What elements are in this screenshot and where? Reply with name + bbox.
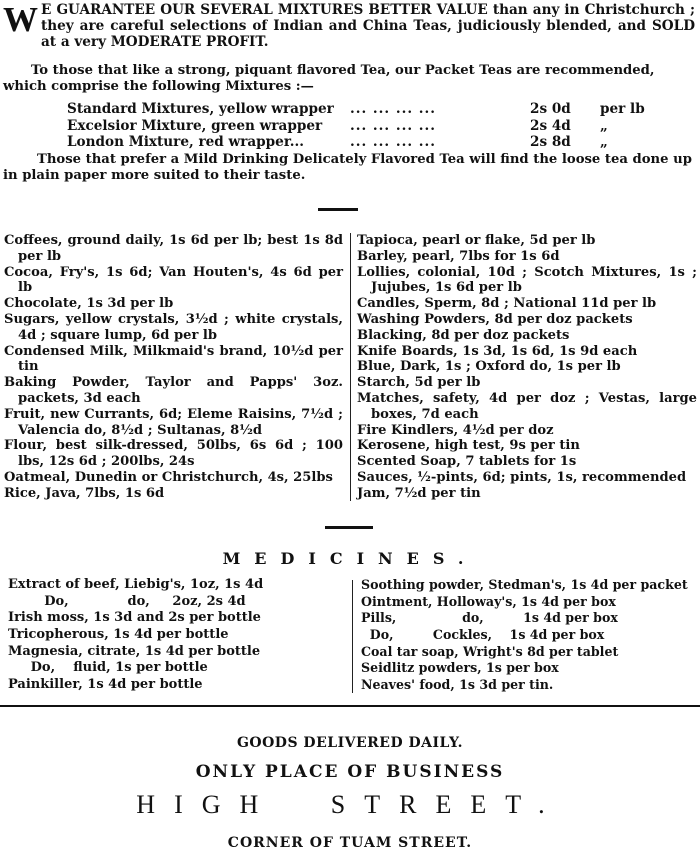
mixture-price: 2s 8d: [530, 134, 571, 150]
grocery-item: Candles, Sperm, 8d ; National 11d per lb: [357, 296, 657, 312]
section-rule: [318, 208, 358, 211]
medicine-item: Ointment, Holloway's, 1s 4d per box: [361, 593, 616, 609]
medicine-item: Pills, do, 1s 4d per box: [361, 610, 618, 626]
leader-dots: ... ... ... ...: [350, 134, 436, 150]
grocery-item: Washing Powders, 8d per doz packets: [357, 311, 633, 327]
grocery-item: Fire Kindlers, 4½d per doz: [357, 422, 554, 438]
mixture-name: London Mixture, red wrapper...: [67, 134, 304, 150]
grocery-item: Barley, pearl, 7lbs for 1s 6d: [357, 248, 560, 264]
grocery-item: Tapioca, pearl or flake, 5d per lb: [357, 233, 596, 248]
mixture-unit: per lb: [600, 101, 645, 117]
mixture-name: Standard Mixtures, yellow wrapper: [67, 101, 334, 117]
grocery-item: Rice, Java, 7lbs, 1s 6d: [4, 485, 165, 501]
grocery-item: Starch, 5d per lb: [357, 375, 481, 391]
grocery-item: Jam, 7½d per tin: [357, 485, 481, 501]
medicine-item: Neaves' food, 1s 3d per tin.: [361, 677, 554, 693]
section-rule: [325, 526, 373, 529]
medicine-item: Painkiller, 1s 4d per bottle: [8, 677, 203, 693]
grocery-item: Matches, safety, 4d per doz ; Vestas, large boxes, 7d each: [357, 390, 697, 422]
grocery-item: Blue, Dark, 1s ; Oxford do, 1s per lb: [357, 359, 621, 375]
medicines-right-column: [361, 577, 697, 694]
high-street-line: HIGH STREET.: [136, 790, 564, 819]
grocery-item: Blacking, 8d per doz packets: [357, 327, 570, 343]
mixture-row: [67, 135, 695, 152]
goods-delivered-line: GOODS DELIVERED DAILY.: [236, 735, 464, 751]
medicines-heading: MEDICINES.: [222, 549, 478, 568]
grocery-left-column: [4, 233, 343, 502]
packet-teas-paragraph: To those that like a strong, piquant flavored Tea, our Packet Teas are recommended, which comprise the following Mixtures :—: [3, 63, 655, 94]
mixtures-list: [67, 102, 695, 152]
guarantee-text: E GUARANTEE OUR SEVERAL MIXTURES BETTER VALUE than any in Christchurch ; they are careful selections of Indian and China Teas, judiciously blended, and SOLD at a very MODERATE PROFIT.: [41, 2, 695, 50]
medicine-item: Do, fluid, 1s per bottle: [8, 660, 208, 676]
mixture-unit: „: [600, 134, 608, 150]
medicine-item: Do, do, 2oz, 2s 4d: [8, 593, 246, 609]
leader-dots: ... ... ... ...: [350, 101, 436, 117]
grocery-item: Oatmeal, Dunedin or Christchurch, 4s, 25lbs: [4, 469, 333, 485]
medicine-item: Magnesia, citrate, 1s 4d per bottle: [8, 643, 261, 659]
guarantee-paragraph: [3, 2, 695, 50]
grocery-item: Kerosene, high test, 9s per tin: [357, 438, 580, 454]
mixture-name: Excelsior Mixture, green wrapper: [67, 117, 323, 134]
mixture-row: [67, 119, 695, 136]
medicine-item: Do, Cockles, 1s 4d per box: [361, 627, 605, 643]
grocery-item: Flour, best silk-dressed, 50lbs, 6s 6d ; 100 lbs, 12s 6d ; 200lbs, 24s: [4, 438, 343, 470]
grocery-item: Fruit, new Currants, 6d; Eleme Raisins, 7½d ; Valencia do, 8½d ; Sultanas, 8½d: [4, 406, 343, 438]
grocery-right-column: [357, 233, 697, 502]
grocery-item: Chocolate, 1s 3d per lb: [4, 296, 174, 312]
column-divider: [350, 233, 351, 501]
grocery-item: Lollies, colonial, 10d ; Scotch Mixtures, 1s ; Jujubes, 1s 6d per lb: [357, 264, 697, 296]
drop-cap: W: [3, 0, 38, 39]
loose-tea-paragraph: Those that prefer a Mild Drinking Delicately Flavored Tea will find the loose tea done up in plain paper more suited to their taste.: [3, 151, 692, 183]
medicine-item: Tricopherous, 1s 4d per bottle: [8, 627, 229, 643]
medicine-item: Irish moss, 1s 3d and 2s per bottle: [8, 610, 261, 626]
mixture-row: [67, 102, 695, 119]
grocery-item: Condensed Milk, Milkmaid's brand, 10½d per tin: [4, 343, 343, 375]
grocery-item: Sauces, ½-pints, 6d; pints, 1s, recommended: [357, 469, 687, 485]
grocery-item: Scented Soap, 7 tablets for 1s: [357, 454, 577, 470]
medicine-item: Seidlitz powders, 1s per box: [361, 660, 559, 676]
mixture-unit: „: [600, 117, 608, 134]
grocery-item: Cocoa, Fry's, 1s 6d; Van Houten's, 4s 6d per lb: [4, 264, 343, 296]
medicine-item: Extract of beef, Liebig's, 1oz, 1s 4d: [8, 577, 264, 592]
medicines-left-column: [8, 577, 343, 694]
grocery-item: Baking Powder, Taylor and Papps' 3oz. packets, 3d each: [4, 375, 343, 406]
medicine-item: Coal tar soap, Wright's 8d per tablet: [361, 643, 619, 659]
mixture-price: 2s 0d: [530, 101, 571, 117]
footer-top-rule: [0, 705, 700, 707]
only-place-line: ONLY PLACE OF BUSINESS: [195, 762, 505, 782]
corner-line: CORNER OF TUAM STREET.: [227, 835, 473, 851]
grocery-item: Knife Boards, 1s 3d, 1s 6d, 1s 9d each: [357, 343, 638, 359]
grocery-item: Coffees, ground daily, 1s 6d per lb; best 1s 8d per lb: [4, 233, 343, 264]
grocery-item: Sugars, yellow crystals, 3½d ; white crystals, 4d ; square lump, 6d per lb: [4, 311, 343, 343]
leader-dots: ... ... ... ...: [350, 117, 436, 134]
medicine-item: Soothing powder, Stedman's, 1s 4d per packet: [361, 577, 688, 592]
tea-intro: [3, 2, 695, 184]
mixture-price: 2s 4d: [530, 117, 571, 134]
column-divider: [352, 580, 353, 693]
